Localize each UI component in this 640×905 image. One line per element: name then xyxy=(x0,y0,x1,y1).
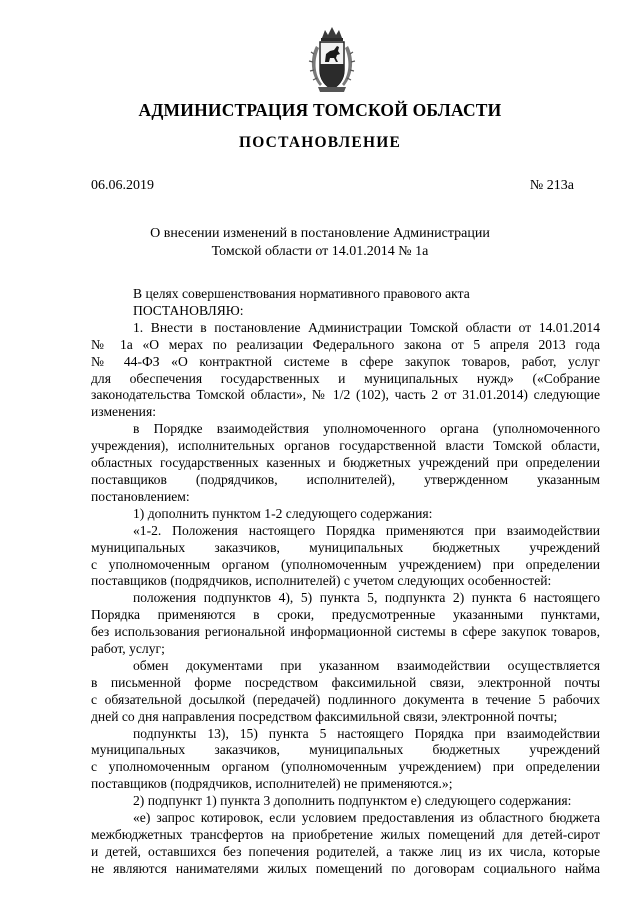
body-line: постановлением: xyxy=(91,488,190,504)
body-line: межбюджетных трансфертов на приобретение жилых помещений для детей-сирот xyxy=(91,827,600,842)
body-line: 2) подпункт 1) пункта 3 дополнить подпунктом е) следующего содержания: xyxy=(133,793,572,809)
document-date: 06.06.2019 xyxy=(91,178,154,193)
body-line: «1-2. Положения настоящего Порядка применяются при взаимодействии xyxy=(133,522,600,538)
body-line: не являются нанимателями жилых помещений по договорам социального найма xyxy=(91,860,600,876)
body-line: с обязательной досылкой (передачей) подлинного документа в течение 5 рабочих xyxy=(91,691,600,707)
coat-of-arms-icon xyxy=(308,24,356,96)
body-line: законодательства Томской области», № 1/2 (102), часть 2 от 31.01.2014) следующие xyxy=(91,387,600,403)
body-line: № 1а «О мерах по реализации Федерального закона от 5 апреля 2013 года xyxy=(91,336,600,352)
body-line: В целях совершенствования нормативного правового акта xyxy=(133,286,470,301)
document-body xyxy=(91,286,600,878)
body-line: областных государственных казенных и бюджетных учреждений при определении xyxy=(91,455,600,471)
body-line: 1. Внести в постановление Администрации Томской области от 14.01.2014 xyxy=(133,319,600,335)
organization-name: АДМИНИСТРАЦИЯ ТОМСКОЙ ОБЛАСТИ xyxy=(138,100,502,120)
body-line: в Порядке взаимодействия уполномоченного органа (уполномоченного xyxy=(133,421,600,437)
body-line: в письменной форме посредством факсимильной связи, электронной почты xyxy=(91,674,600,690)
body-line: муниципальных заказчиков, муниципальных бюджетных учреждений xyxy=(91,742,600,758)
body-line: № 44-ФЗ «О контрактной системе в сфере закупок товаров, работ, услуг xyxy=(91,353,600,369)
document-subject xyxy=(0,225,640,260)
body-line: положения подпунктов 4), 5) пункта 5, подпункта 2) пункта 6 настоящего xyxy=(133,590,600,606)
body-line: учреждения), исполнительных органов государственной власти Томской области, xyxy=(91,438,600,454)
body-line: муниципальных заказчиков, муниципальных бюджетных учреждений xyxy=(91,539,600,555)
body-line: для обеспечения государственных и муниципальных нужд» («Собрание xyxy=(91,370,600,386)
subject-line: Томской области от 14.01.2014 № 1а xyxy=(211,243,429,259)
body-line: Порядка применяются в сроки, предусмотренные указанными пунктами, xyxy=(91,607,600,623)
body-line: поставщиков (подрядчиков, исполнителей) с учетом следующих особенностей: xyxy=(91,573,552,589)
body-line: обмен документами при указанном взаимодействии осуществляется xyxy=(133,657,600,673)
body-line: с уполномоченным органом (уполномоченным учреждением) при определении xyxy=(91,759,600,775)
document-type: ПОСТАНОВЛЕНИЕ xyxy=(238,134,402,151)
body-line: 1) дополнить пунктом 1-2 следующего содержания: xyxy=(133,505,433,521)
subject-line: О внесении изменений в постановление Администрации xyxy=(150,226,490,241)
body-line: ПОСТАНОВЛЯЮ: xyxy=(133,302,244,318)
body-line: и детей, оставшихся без попечения родителей, а также лиц из их числа, которые xyxy=(91,843,600,859)
body-line: с уполномоченным органом (уполномоченным учреждением) при определении xyxy=(91,556,600,572)
body-line: «е) запрос котировок, если условием предоставления из областного бюджета xyxy=(133,810,600,826)
body-line: дней со дня направления посредством факсимильной связи, электронной почты; xyxy=(91,708,558,724)
body-line: работ, услуг; xyxy=(91,641,165,657)
body-line: изменения: xyxy=(91,404,156,420)
document-number: № 213а xyxy=(529,178,574,193)
body-line: без использования региональной информационной системы в сфере закупок товаров, xyxy=(91,624,600,640)
body-line: поставщиков (подрядчиков, исполнителей), утвержденном указанным xyxy=(91,471,600,487)
body-line: поставщиков (подрядчиков, исполнителей) не применяются.»; xyxy=(91,776,453,792)
body-line: подпункты 13), 15) пункта 5 настоящего Порядка при взаимодействии xyxy=(133,725,600,741)
